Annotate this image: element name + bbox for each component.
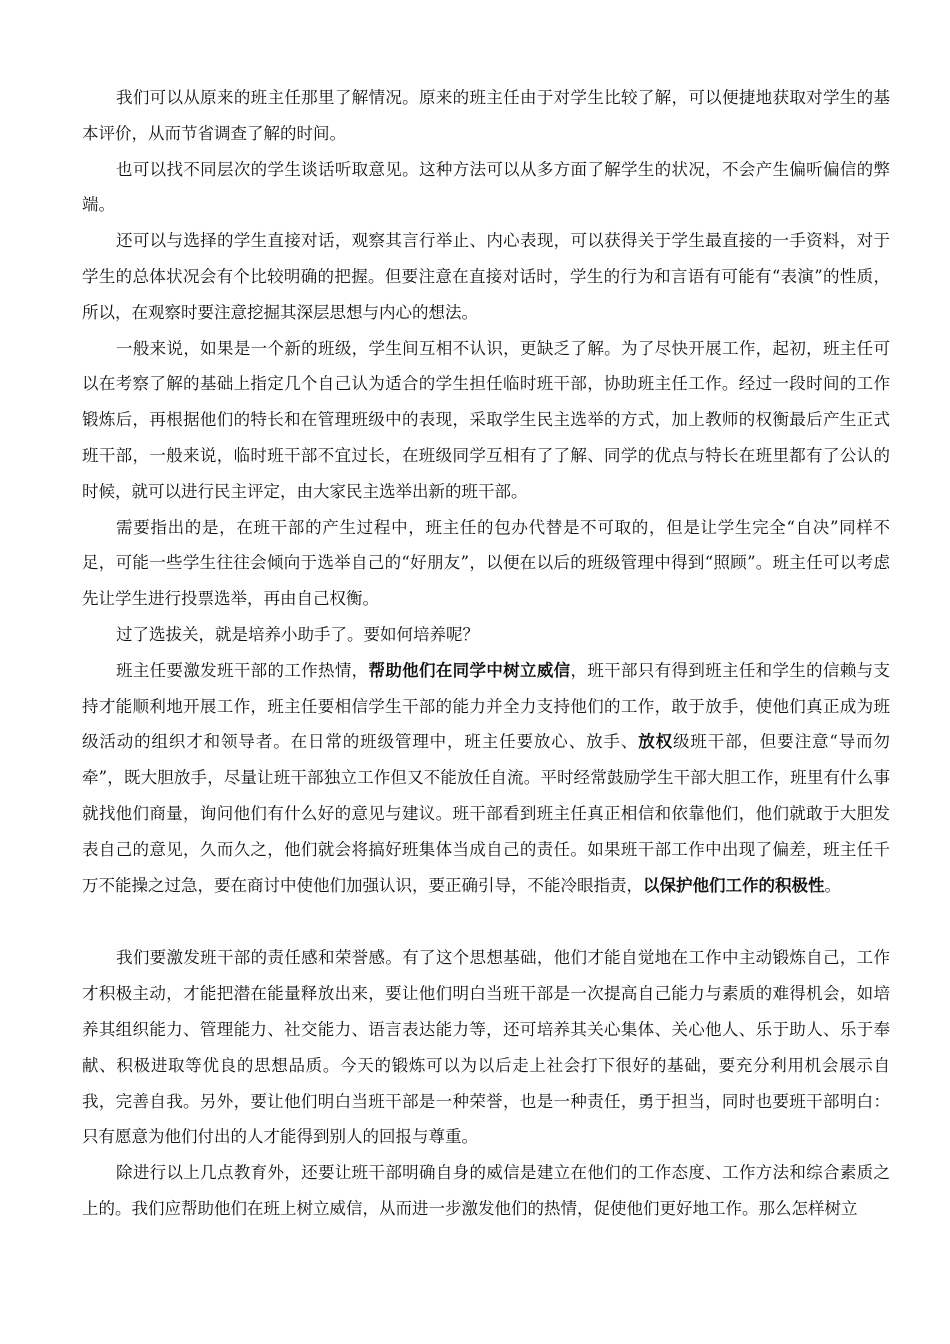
emphasis-run: 放权: [638, 732, 673, 752]
paragraph-training-intro: 过了选拔关，就是培养小助手了。要如何培养呢？: [116, 624, 479, 644]
emphasis-run: 帮助他们在同学中树立威信: [368, 660, 571, 680]
emphasis-run: 以保护他们工作的积极性: [643, 875, 825, 895]
paragraph-new-class: 一般来说，如果是一个新的班级，学生间互相不认识，更缺乏了解。为了尽快开展工作，起初，班主任可以在考察了解的基础上指定几个自己认为适合的学生担任临时班干部，协助班主任工作。经过一段时间的工作锻炼后，再根据他们的特长和在管理班级中的表现，采取学生民主选举的方式，加上教师的权衡最后产生正式班干部，一般来说，临时班干部不宜过长，在班级同学互相有了了解、同学的优点与特长在班里都有了公认的时候，就可以进行民主评定，由大家民主选举出新的班干部。: [82, 338, 890, 501]
paragraph-prestige: 除进行以上几点教育外，还要让班干部明确自身的威信是建立在他们的工作态度、工作方法和综合素质之上的。我们应帮助他们在班上树立威信，从而进一步激发他们的热情，促使他们更好地工作。那么怎样树立: [82, 1163, 890, 1218]
text-run: ，班干部只有得到班主任和学生的信赖与支持才能顺利地开展工作，班主任要相信学生干部的能力并全力支持他们的工作，敢于放手，使他们真正成为班级活动的组织才和领导者。在日常的班级管理中，班主任要放心、放手、: [82, 660, 891, 752]
paragraph-note: 需要指出的是，在班干部的产生过程中，班主任的包办代替是不可取的，但是让学生完全“自决”同样不足，可能一些学生往往会倾向于选举自己的“好朋友”，以便在以后的班级管理中得到“照顾”。班主任可以考虑先让学生进行投票选举，再由自己权衡。: [82, 517, 890, 609]
paragraph-responsibility: 我们要激发班干部的责任感和荣誉感。有了这个思想基础，他们才能自觉地在工作中主动锻炼自己，工作才积极主动，才能把潜在能量释放出来，要让他们明白当班干部是一次提高自己能力与素质的难得机会，如培养其组织能力、管理能力、社交能力、语言表达能力等，还可培养其关心集体、关心他人、乐于助人、乐于奉献、积极进取等优良的思想品质。今天的锻炼可以为以后走上社会打下很好的基础，要充分利用机会展示自我，完善自我。另外，要让他们明白当班干部是一种荣誉，也是一种责任，勇于担当，同时也要班干部明白：只有愿意为他们付出的人才能得到别人的回报与尊重。: [82, 948, 890, 1147]
paragraph-previous-teacher: 我们可以从原来的班主任那里了解情况。原来的班主任由于对学生比较了解，可以便捷地获取对学生的基本评价，从而节省调查了解的时间。: [82, 88, 890, 143]
paragraph-student-interviews: 也可以找不同层次的学生谈话听取意见。这种方法可以从多方面了解学生的状况，不会产生偏听偏信的弊端。: [82, 159, 890, 215]
paragraph-direct-dialogue: 还可以与选择的学生直接对话，观察其言行举止、内心表现，可以获得关于学生最直接的一手资料，对于学生的总体状况会有个比较明确的把握。但要注意在直接对话时，学生的行为和言语有可能有“表演”的性质，所以，在观察时要注意挖掘其深层思想与内心的想法。: [82, 231, 890, 322]
text-run: 。: [824, 875, 841, 895]
paragraph-work-enthusiasm: [82, 653, 890, 904]
text-run: 班主任要激发班干部的工作热情，: [116, 660, 369, 680]
text-run: 级班干部，但要注意“导而勿牵”，既大胆放手，尽量让班干部独立工作但又不能放任自流。平时经常鼓励学生干部大胆工作，班里有什么事就找他们商量，询问他们有什么好的意见与建议。班干部看到班主任真正相信和依靠他们，他们就敢于大胆发表自己的意见，久而久之，他们就会将搞好班集体当成自己的责任。如果班干部工作中出现了偏差，班主任千万不能操之过急，要在商讨中使他们加强认识，要正确引导，不能冷眼指责，: [82, 732, 891, 895]
paragraph-spacer: [82, 903, 890, 940]
